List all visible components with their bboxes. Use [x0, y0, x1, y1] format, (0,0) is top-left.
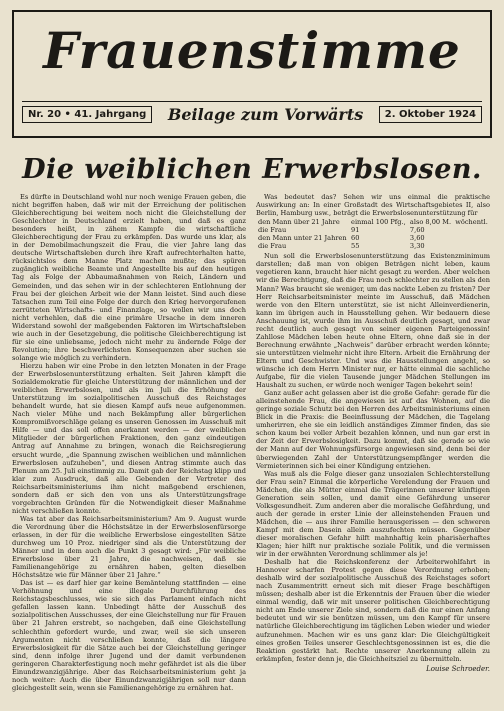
table-row: die Frau 55 3,30 — [258, 242, 425, 251]
article-body — [12, 193, 492, 711]
masthead-subbar — [22, 101, 482, 126]
author-signature: Louise Schroeder. — [426, 664, 490, 673]
paragraph: Was tat aber das Reichsarbeitsministerium? Am 9. August wurde die Verordnung über die Höchstsätze in der Erwerbslosenfürsorge erlassen, in der für die weibliche Erwerbslose eingestellten Sätze durchweg um 10 Proz. niedriger sind als die Unterstützung der Männer und in dem auch die Punkt 3 gesagt wird: „Für weibliche Erwerbslose über 21 Jahre, die nachweisen, daß sie Familienangehörige zu ernähren haben, gelten dieselben Höchstsätze wie für Männer über 21 Jahre.“ — [12, 514, 246, 580]
paragraph: Hierzu haben wir eine Probe in den letzten Monaten in der Frage der Erwerbslosenunterstützung erhalten. Seit Jahren kämpft die Sozialdemokratie für gleiche Unterstützung der männlichen und der weiblichen Erwerbslosen, und als im Juli die Erhöhung der Unterstützung im sozialpolitischen Ausschuß des Reichstages behandelt wurde, hat sie diesen Kampf aufs neue aufgenommen. Nach vieler Mühe und nach Bekämpfung aller bürgerlichen Kompromißvorschläge gelang es unseren Genossen im Ausschuß mit Hilfe — und das soll offen anerkannt werden — der weiblichen Mitglieder der bürgerlichen Fraktionen, den ganz eindeutigen Antrag auf Annahme zu bringen, wonach die Reichsregierung ersucht wurde, „die Spannung zwischen weiblichen und männlichen Erwerbslosen aufzuheben“, und diesen Antrag stimmte auch das Plenum am 25. Juli einstimmig zu. Damit gab der Reichstag klipp und klar zum Ausdruck, daß alle Gebenden der Vertreter des Reichsarbeitsministeriums ihm nicht maßgebend erschienen, sondern daß er sich den von uns als Unterstützungsfrage vorgebrachten Gründen für die Notwendigkeit dieser Maßnahme nicht verschließen konnte. — [12, 361, 246, 515]
masthead — [12, 10, 492, 138]
paragraph: Ganz außer acht gelassen aber ist die große Gefahr: gerade für die alleinstehende Frau, die angewiesen ist auf das Wohnen, auf die geringe soziale Schutz bei den Herren des Arbeitsministeriums einen Blick in die Praxis: die Beeinflussung der Mädchen, die Tagelang umherirren, ehe sie ein leidlich anständiges Zimmer finden, das sie schon kaum bei voller Arbeit bezahlen können, und nun gar erst in der Zeit der Erwerbslosigkeit. Dazu kommt, daß sie gerade so wie der Mann auf der Wohnungsfürsorge angewiesen sind, denn bei der überwiegenden Zahl der Unterstützungsempfänger werden die Vermieterinnen sich bei einer Kündigung entziehen. — [256, 389, 490, 470]
paragraph: Deshalb hat die Reichskonferenz der Arbeiterwohlfahrt in Hannover scharfen Protest gegen diese Verordnung erhoben; deshalb wird der sozialpolitische Ausschuß des Reichstages sofort nach Zusammentritt erneut sich mit dieser Frage beschäftigen müssen; deshalb aber ist die Erkenntnis der Frauen über die wieder einmal wendig, daß wir mit unserer politischen Gleichberechtigung nicht am Ende unserer Ziele sind, sondern daß die nur einen Anfang bedeutet und wir sie benützen müssen, um den Kampf für unsere natürliche Gleichberechtigung im täglichen Leben wieder und wieder aufzunehmen. Machen wir es uns ganz klar: Die Gleichgültigkeit eines großen Teiles unserer Geschlechtsgenossinnen ist es, die die Reaktion gestärkt hat. Rechte unserer Anerkennung allein zu erkämpfen, fester denn je, die Gleichheitsziel zu übermitteln. — [256, 558, 490, 663]
newspaper-title: Frauenstimme — [43, 21, 461, 80]
table-row: den Mann über 21 Jahre einmal 100 Pfg., also 8,00 M. wöchentl. — [258, 218, 488, 227]
paragraph: Es dürfte in Deutschland wohl nur noch wenige Frauen geben, die nicht begriffen haben, daß wir mit der Erreichung der politischen Gleichberechtigung bei weitem noch nicht die Gleichstellung der Geschlechter in Deutschland erzielt haben, und daß es ganz besonders heißt, in zähem Kampfe die wirtschaftliche Gleichberechtigung der Frau zu erkämpfen. Das wurde uns klar, als in der Demobilmachungszeit die Frau, die vier Jahre lang das deutsche Wirtschaftsleben durch ihre Kraft aufrechterhalten hatte, rücksichtslos dem Manne Platz machen mußte; das spüren zugänglich weibliche Beamte und Angestellte bis auf den heutigen Tag als Folge der Abbaumaßnahmen von Reich, Ländern und Gemeinden, und das sehen wir in der schlechteren Entlohnung der Frau bei der gleichen Arbeit wie der Mann leistet. Sind auch diese Tatsachen zum Teil eine Folge der durch den Krieg hervorgerufenen zerrütteten Wirtschafts- und Finanzlage, so wollen wir uns doch nicht verhehlen, daß die eine primäre Ursache in dem inneren Widerstand sowohl der maßgebenden Faktoren im Wirtschaftsleben wie auch in der Gesetzgebung, die politische Gleichberechtigung ist für sie eine unliebsame, jedoch nicht mehr zu ändernde Folge der Revolution; ihre beschwerlichsten Konsequenzen aber suchen sie solange wie möglich zu verhindern. — [12, 193, 246, 362]
issue-date: 2. Oktober 1924 — [379, 106, 482, 123]
supplement-label: Beilage zum Vorwärts — [167, 104, 364, 124]
paragraph: Das ist — es darf hier gar keine Bemäntelung stattfinden — eine Verhöhnung und eine illegale Durchführung des Reichstagsbeschlusses, wie sie sich das Parlament einfach nicht gefallen lassen kann. Unbedingt hätte der Ausschuß des sozialpolitischen Ausschusses, der eine Gleichstellung nur für Frauen über 21 Jahren erstrebt, so nachgeben, daß eine Gleichstellung schlechthin gefordert wurde, und zwar, weil sie sich unseren Argumenten nicht verschließen konnte, daß die längere Erwerbslosigkeit für die Sätze auch bei der Gleichstellung geringer sind, denn infolge ihrer Jugend und der damit verbundenen geringeren Charakterfestigung noch mehr gefährdet ist als die über Einundzwanzigjährige. Aber das Reichsarbeitsministerium geht ja noch weiter: Auch die über Einundzwanzigjährigen soll nur dann gleichgestellt sein, wenn sie Familienangehörige zu ernähren hat. — [12, 579, 246, 692]
paragraph: Was bedeutet das? Sehen wir uns einmal die praktische Auswirkung an: In einer Großstadt des Wirtschaftsgebietes II, also Berlin, Hamburg usw., beträgt die Erwerbslosenunterstützung für — [256, 193, 490, 218]
benefit-table — [256, 218, 490, 250]
right-column — [256, 193, 490, 711]
table-row: den Mann unter 21 Jahren 60 3,60 — [258, 234, 425, 243]
left-column — [12, 193, 246, 711]
table-row: die Frau 91 7,60 — [258, 226, 425, 235]
article-headline: Die weiblichen Erwerbslosen. — [22, 154, 482, 185]
paragraph: Nun soll die Erwerbslosenunterstützung das Existenzminimum darstellen; daß man von obigen Beträgen nicht leben, kaum vegetieren kann, braucht hier nicht gesagt zu werden. Aber welchen wir die Berechtigung, daß die Frau noch schlechter zu stellen als den Mann? Was braucht sie weniger, um das nackte Leben zu fristen? Der Herr Reichsarbeitsminister meinte im Ausschuß, daß Mädchen werde von den Eltern unterstützt, sie ist nicht Alleinverdienerin, kann im übrigen auch in Hausstellung gehen. Wir bedauern diese Anschauung ist, wurde ihm im Ausschuß deutlich gesagt, und zwar recht deutlich auch gesagt von seiner eigenen Parteigenossin! Zahllose Mädchen leben heute ohne Eltern, ohne daß sie in der Berechnung erwähnte „Nachweis“ darüber erbracht werden könnte; sie unterstützen vielmehr nicht ihre Eltern. Arbeit die Ernährung der Eltern und Geschwister. Und was die Hausstellungen angeht, so wünsche ich dem Herrn Minister nur, er hätte einmal die sachliche Aufgabe, für die vielen Tausende junger Mädchen Stellungen im Haushalt zu suchen, er würde noch weniger Tagen bekehrt sein! — [256, 252, 490, 390]
paragraph: Was muß als die Folge dieser ganz unsozialen Schlechterstellung der Frau sein? Einmal die körperliche Verelendung der Frauen und Mädchen, die als Mütter einmal die Trägerinnen unserer künftigen Generation sein sollen, und damit eine Gefährdung unserer Volksgesundheit. Zum anderen aber die moralische Gefährdung, und auch der gerade in erster Linie der alleinstehenden Frauen und Mädchen, die — aus ihrer Familie herausgerissen — den schweren Kampf mit dem Dasein allein auszufechten müssen. Gegenüber dieser moralischen Gefahr hilft mahnhaftig kein pharisäerhaftes Klagen; hier hilft nur praktische soziale Politik, und die vermissen wir in der erwähnten Verordnung schlimmer als je! — [256, 469, 490, 559]
issue-number: Nr. 20 • 41. Jahrgang — [22, 106, 152, 123]
